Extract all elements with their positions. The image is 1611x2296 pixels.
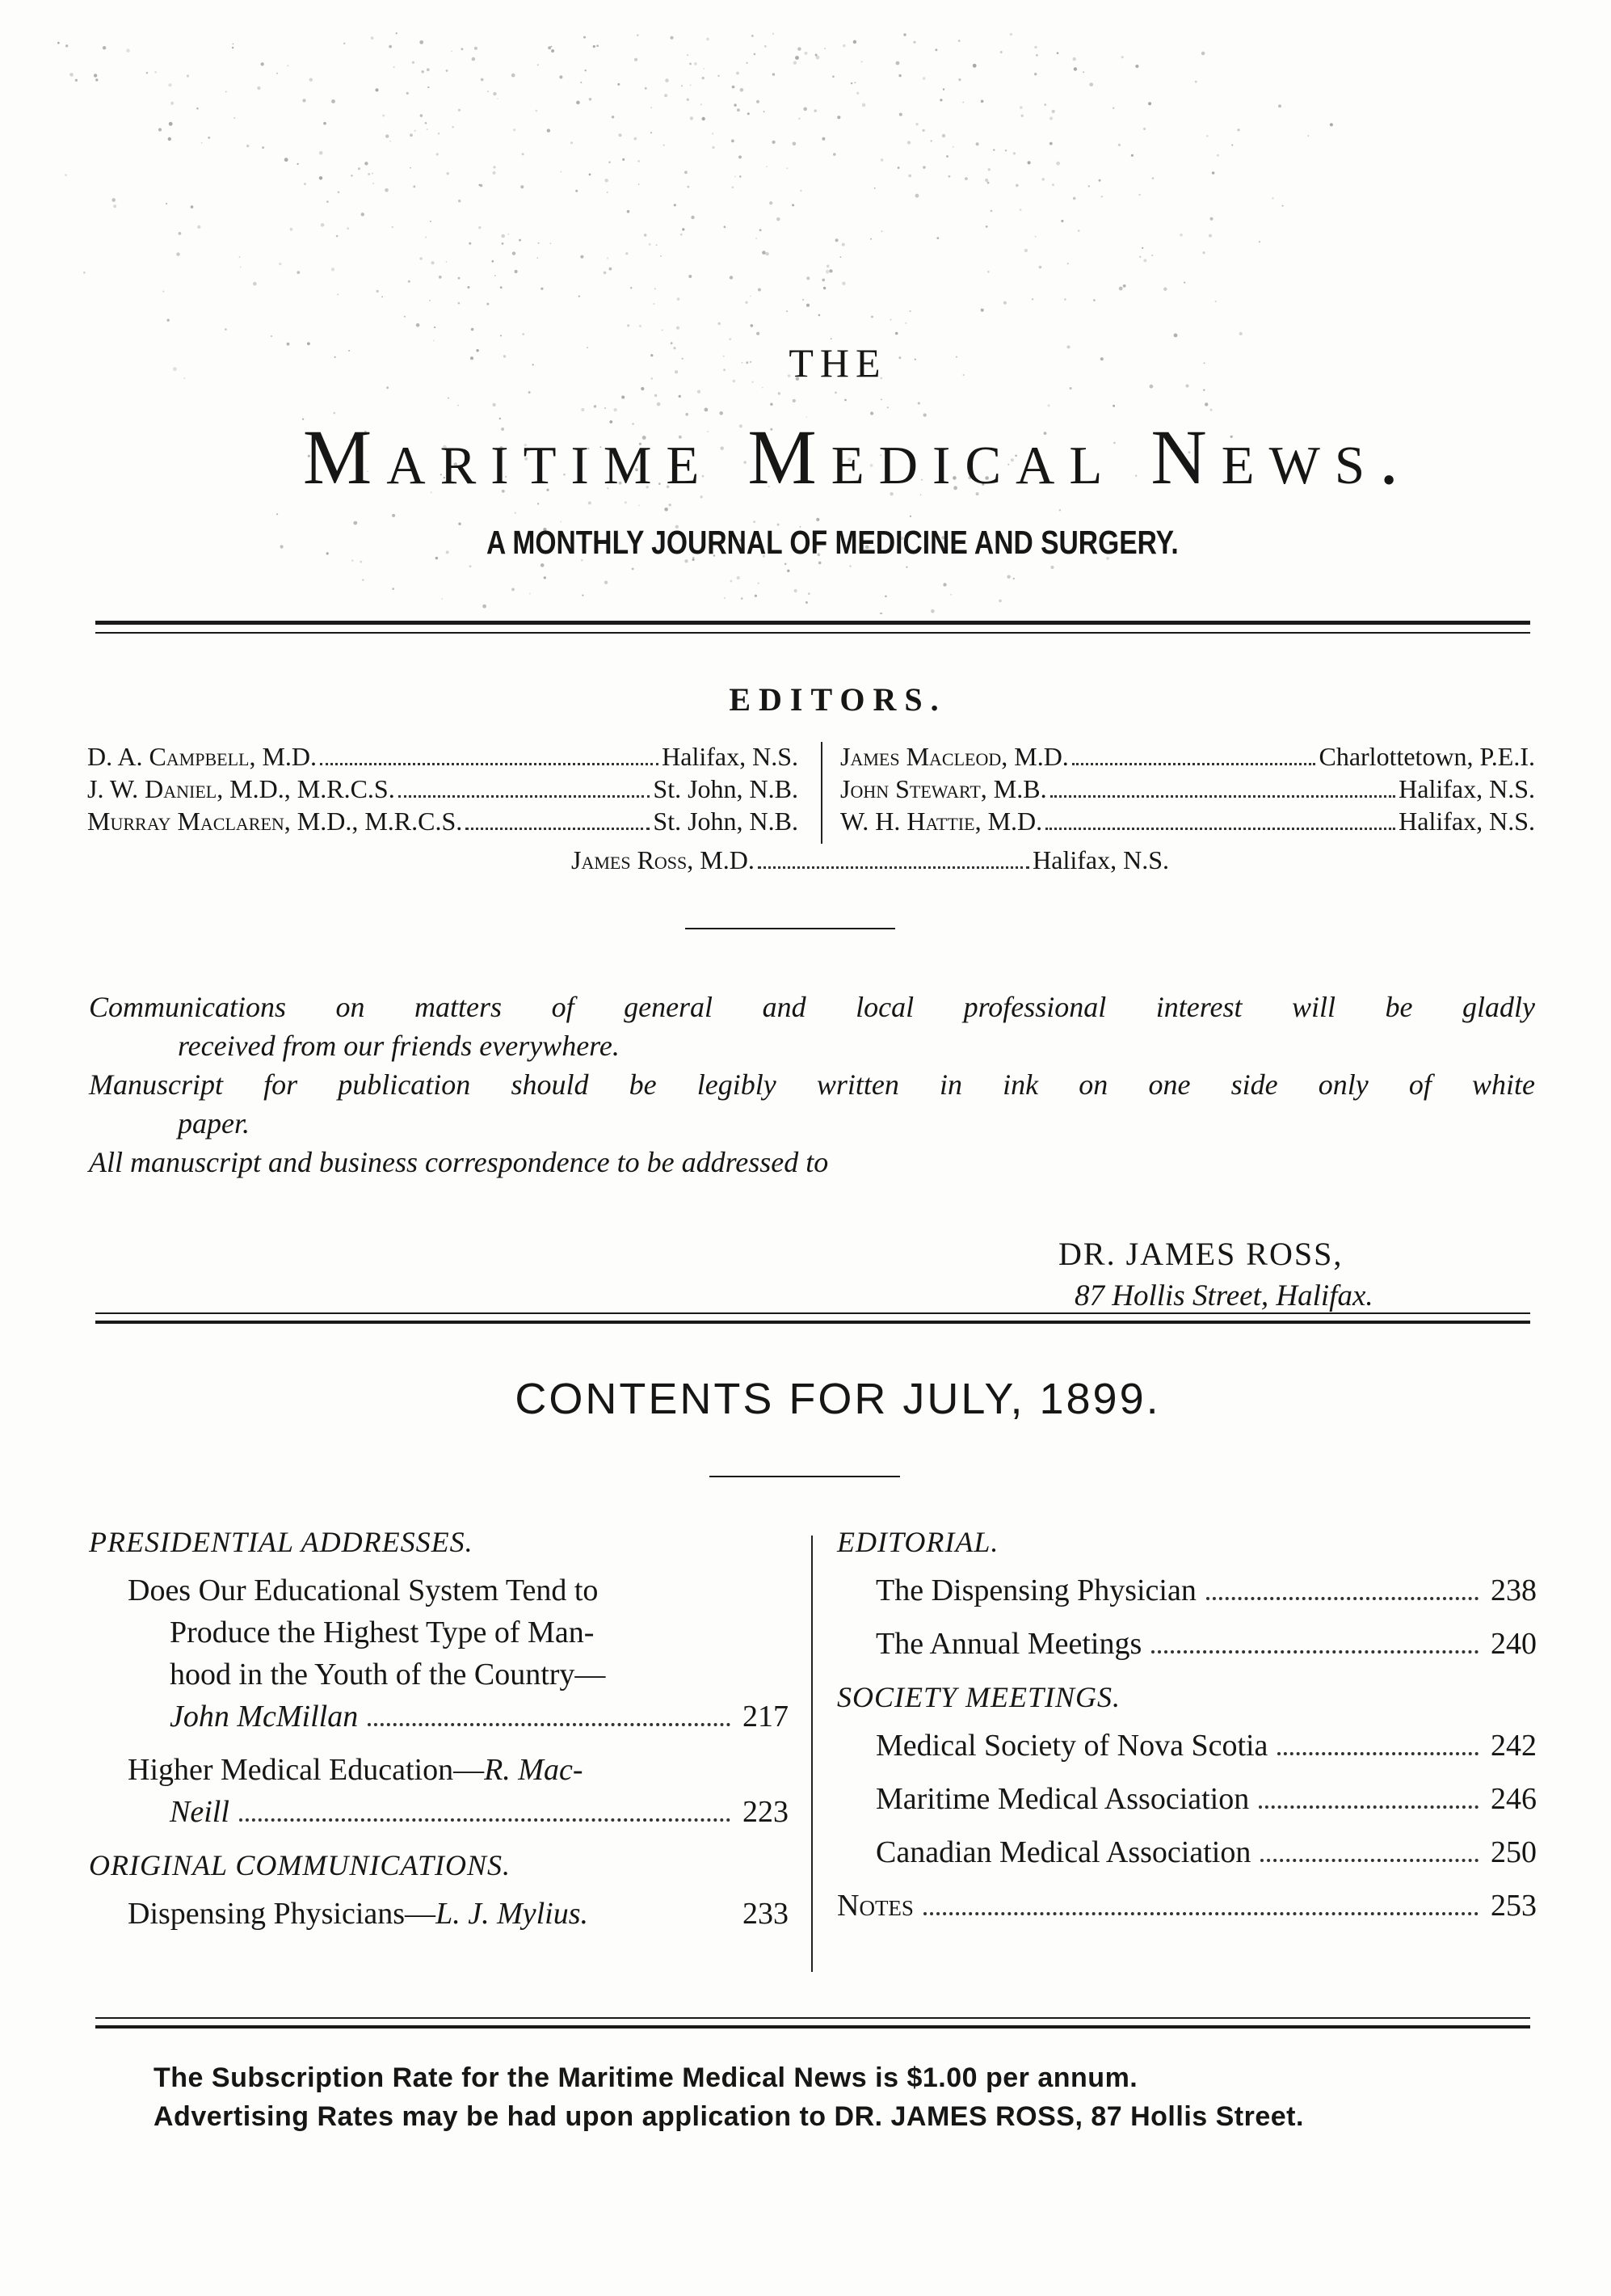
entry-title-line: Produce the Highest Type of Man- <box>170 1616 595 1649</box>
page-number: 242 <box>1491 1729 1537 1763</box>
leader-dots <box>320 763 658 765</box>
page-number: 217 <box>742 1700 789 1734</box>
footer-rule-thick <box>95 2025 1530 2028</box>
contents-heading: CONTENTS FOR JULY, 1899. <box>515 1375 1161 1423</box>
entry-title: Canadian Medical Association <box>876 1835 1251 1869</box>
addressee-street: 87 Hollis Street, Halifax. <box>1075 1279 1373 1312</box>
leader-dots <box>1151 1650 1479 1654</box>
editors-center-row <box>0 845 1611 878</box>
entry-title-line <box>128 1893 789 1935</box>
editor-entry <box>87 774 798 807</box>
contents-left-column <box>89 1516 789 1946</box>
notice-rule-thick <box>95 1321 1530 1324</box>
section-heading: EDITORIAL. <box>837 1526 999 1558</box>
contents-entry <box>837 1623 1537 1665</box>
journal-subtitle: A MONTHLY JOURNAL OF MEDICINE AND SURGERY. <box>486 524 1179 561</box>
leader-dots <box>239 1818 730 1822</box>
subscription-rate-line: The Subscription Rate for the Maritime Medical News is $1.00 per annum. <box>154 2062 1138 2093</box>
page-number: 223 <box>742 1795 789 1829</box>
masthead-rule-thin <box>95 632 1530 634</box>
entry-author-line <box>128 1791 789 1833</box>
contents-entry <box>837 1569 1537 1611</box>
notice-rule-top <box>95 1312 1530 1314</box>
leader-dots <box>465 828 650 830</box>
entry-line <box>876 1831 1537 1873</box>
editor-place: St. John, N.B. <box>653 807 798 836</box>
contents-short-rule <box>709 1476 900 1477</box>
notice-line: paper. <box>178 1107 250 1140</box>
leader-dots <box>1259 1805 1479 1809</box>
editor-entry <box>87 807 798 839</box>
advertising-rate-line: Advertising Rates may be had upon application to DR. JAMES ROSS, 87 Hollis Street. <box>154 2101 1304 2132</box>
editor-entry <box>87 742 798 774</box>
page-number: 238 <box>1491 1573 1537 1607</box>
editor-place: Halifax, N.S. <box>1033 845 1169 874</box>
editor-place: Halifax, N.S. <box>662 742 798 771</box>
editors-left-column <box>87 742 798 839</box>
leader-dots <box>1260 1859 1479 1862</box>
editors-heading: EDITORS. <box>729 681 947 718</box>
contents-entry <box>837 1725 1537 1767</box>
leader-dots <box>1050 795 1396 798</box>
leader-dots <box>923 1912 1479 1915</box>
masthead-the: THE <box>789 340 887 385</box>
entry-line <box>876 1725 1537 1767</box>
leader-dots <box>1206 1597 1479 1600</box>
section-heading: PRESIDENTIAL ADDRESSES. <box>89 1526 473 1558</box>
editor-name: D. A. Campbell, M.D. <box>87 742 318 771</box>
entry-title: Maritime Medical Association <box>876 1782 1250 1816</box>
leader-dots <box>1277 1752 1479 1755</box>
entry-title: The Dispensing Physician <box>876 1573 1197 1607</box>
page-number: 253 <box>1491 1889 1537 1923</box>
editor-entry <box>840 742 1535 774</box>
editor-entry <box>840 807 1535 839</box>
editor-name: James Macleod, M.D. <box>840 742 1069 771</box>
leader-dots <box>368 1723 730 1726</box>
section-heading: SOCIETY MEETINGS. <box>837 1681 1121 1713</box>
footer-rule-top <box>95 2017 1530 2019</box>
leader-dots <box>758 866 1029 869</box>
editors-divider <box>821 742 822 844</box>
entry-line <box>837 1885 1537 1927</box>
entry-author: R. Mac- <box>484 1753 583 1787</box>
leader-dots <box>1045 828 1395 830</box>
entry-title: The Annual Meetings <box>876 1627 1142 1661</box>
notice-line: Communications on matters of general and local professional interest will be gladly <box>89 991 1535 1023</box>
editor-name: W. H. Hattie, M.D. <box>840 807 1043 836</box>
page-number: 246 <box>1491 1782 1537 1816</box>
editor-place: Halifax, N.S. <box>1399 774 1535 803</box>
contents-entry <box>89 1749 789 1833</box>
notice-line: Manuscript for publication should be legibly written in ink on one side only of white <box>89 1068 1535 1101</box>
editor-name: J. W. Daniel, M.D., M.R.C.S. <box>87 774 395 803</box>
editors-right-column <box>840 742 1535 839</box>
editor-name: John Stewart, M.B. <box>840 774 1047 803</box>
editor-entry <box>442 845 1169 878</box>
contents-entry <box>837 1778 1537 1820</box>
entry-line <box>876 1569 1537 1611</box>
journal-title: Maritime Medical News. <box>302 414 1414 500</box>
entry-author: L. J. Mylius. <box>435 1897 588 1931</box>
entry-title: Higher Medical Education— <box>128 1753 485 1787</box>
addressee-name: DR. JAMES ROSS, <box>1058 1236 1344 1272</box>
editor-place: Charlottetown, P.E.I. <box>1319 742 1535 771</box>
masthead-rule-thick <box>95 621 1530 625</box>
leader-dots <box>1072 763 1316 765</box>
notice-line: received from our friends everywhere. <box>178 1030 620 1062</box>
entry-title: Dispensing Physicians— <box>128 1897 436 1931</box>
contents-entry <box>837 1885 1537 1927</box>
entry-title: Notes <box>837 1889 914 1923</box>
contents-entry <box>89 1569 789 1738</box>
contents-divider <box>811 1536 813 1972</box>
leader-dots <box>398 795 650 798</box>
entry-author-line <box>128 1696 789 1738</box>
editors-short-rule <box>685 928 895 929</box>
page-number: 233 <box>742 1897 789 1931</box>
entry-author: Neill <box>170 1795 229 1829</box>
contents-entry <box>837 1831 1537 1873</box>
editor-name: James Ross, M.D. <box>571 845 755 874</box>
contents-entry <box>89 1893 789 1935</box>
entry-title: Medical Society of Nova Scotia <box>876 1729 1268 1763</box>
editor-entry <box>840 774 1535 807</box>
page-number: 240 <box>1491 1627 1537 1661</box>
contents-right-column <box>837 1516 1537 1938</box>
entry-line <box>876 1778 1537 1820</box>
editor-place: Halifax, N.S. <box>1399 807 1535 836</box>
entry-line <box>876 1623 1537 1665</box>
entry-title-line: Does Our Educational System Tend to <box>128 1573 599 1607</box>
page-number: 250 <box>1491 1835 1537 1869</box>
submission-notice <box>89 988 1535 1182</box>
entry-author: John McMillan <box>170 1700 359 1734</box>
notice-line: All manuscript and business correspondence to be addressed to <box>89 1146 829 1178</box>
editor-name: Murray Maclaren, M.D., M.R.C.S. <box>87 807 463 836</box>
editor-place: St. John, N.B. <box>653 774 798 803</box>
section-heading: ORIGINAL COMMUNICATIONS. <box>89 1849 511 1881</box>
entry-title-line: hood in the Youth of the Country— <box>170 1658 606 1691</box>
entry-title-line <box>128 1749 789 1791</box>
